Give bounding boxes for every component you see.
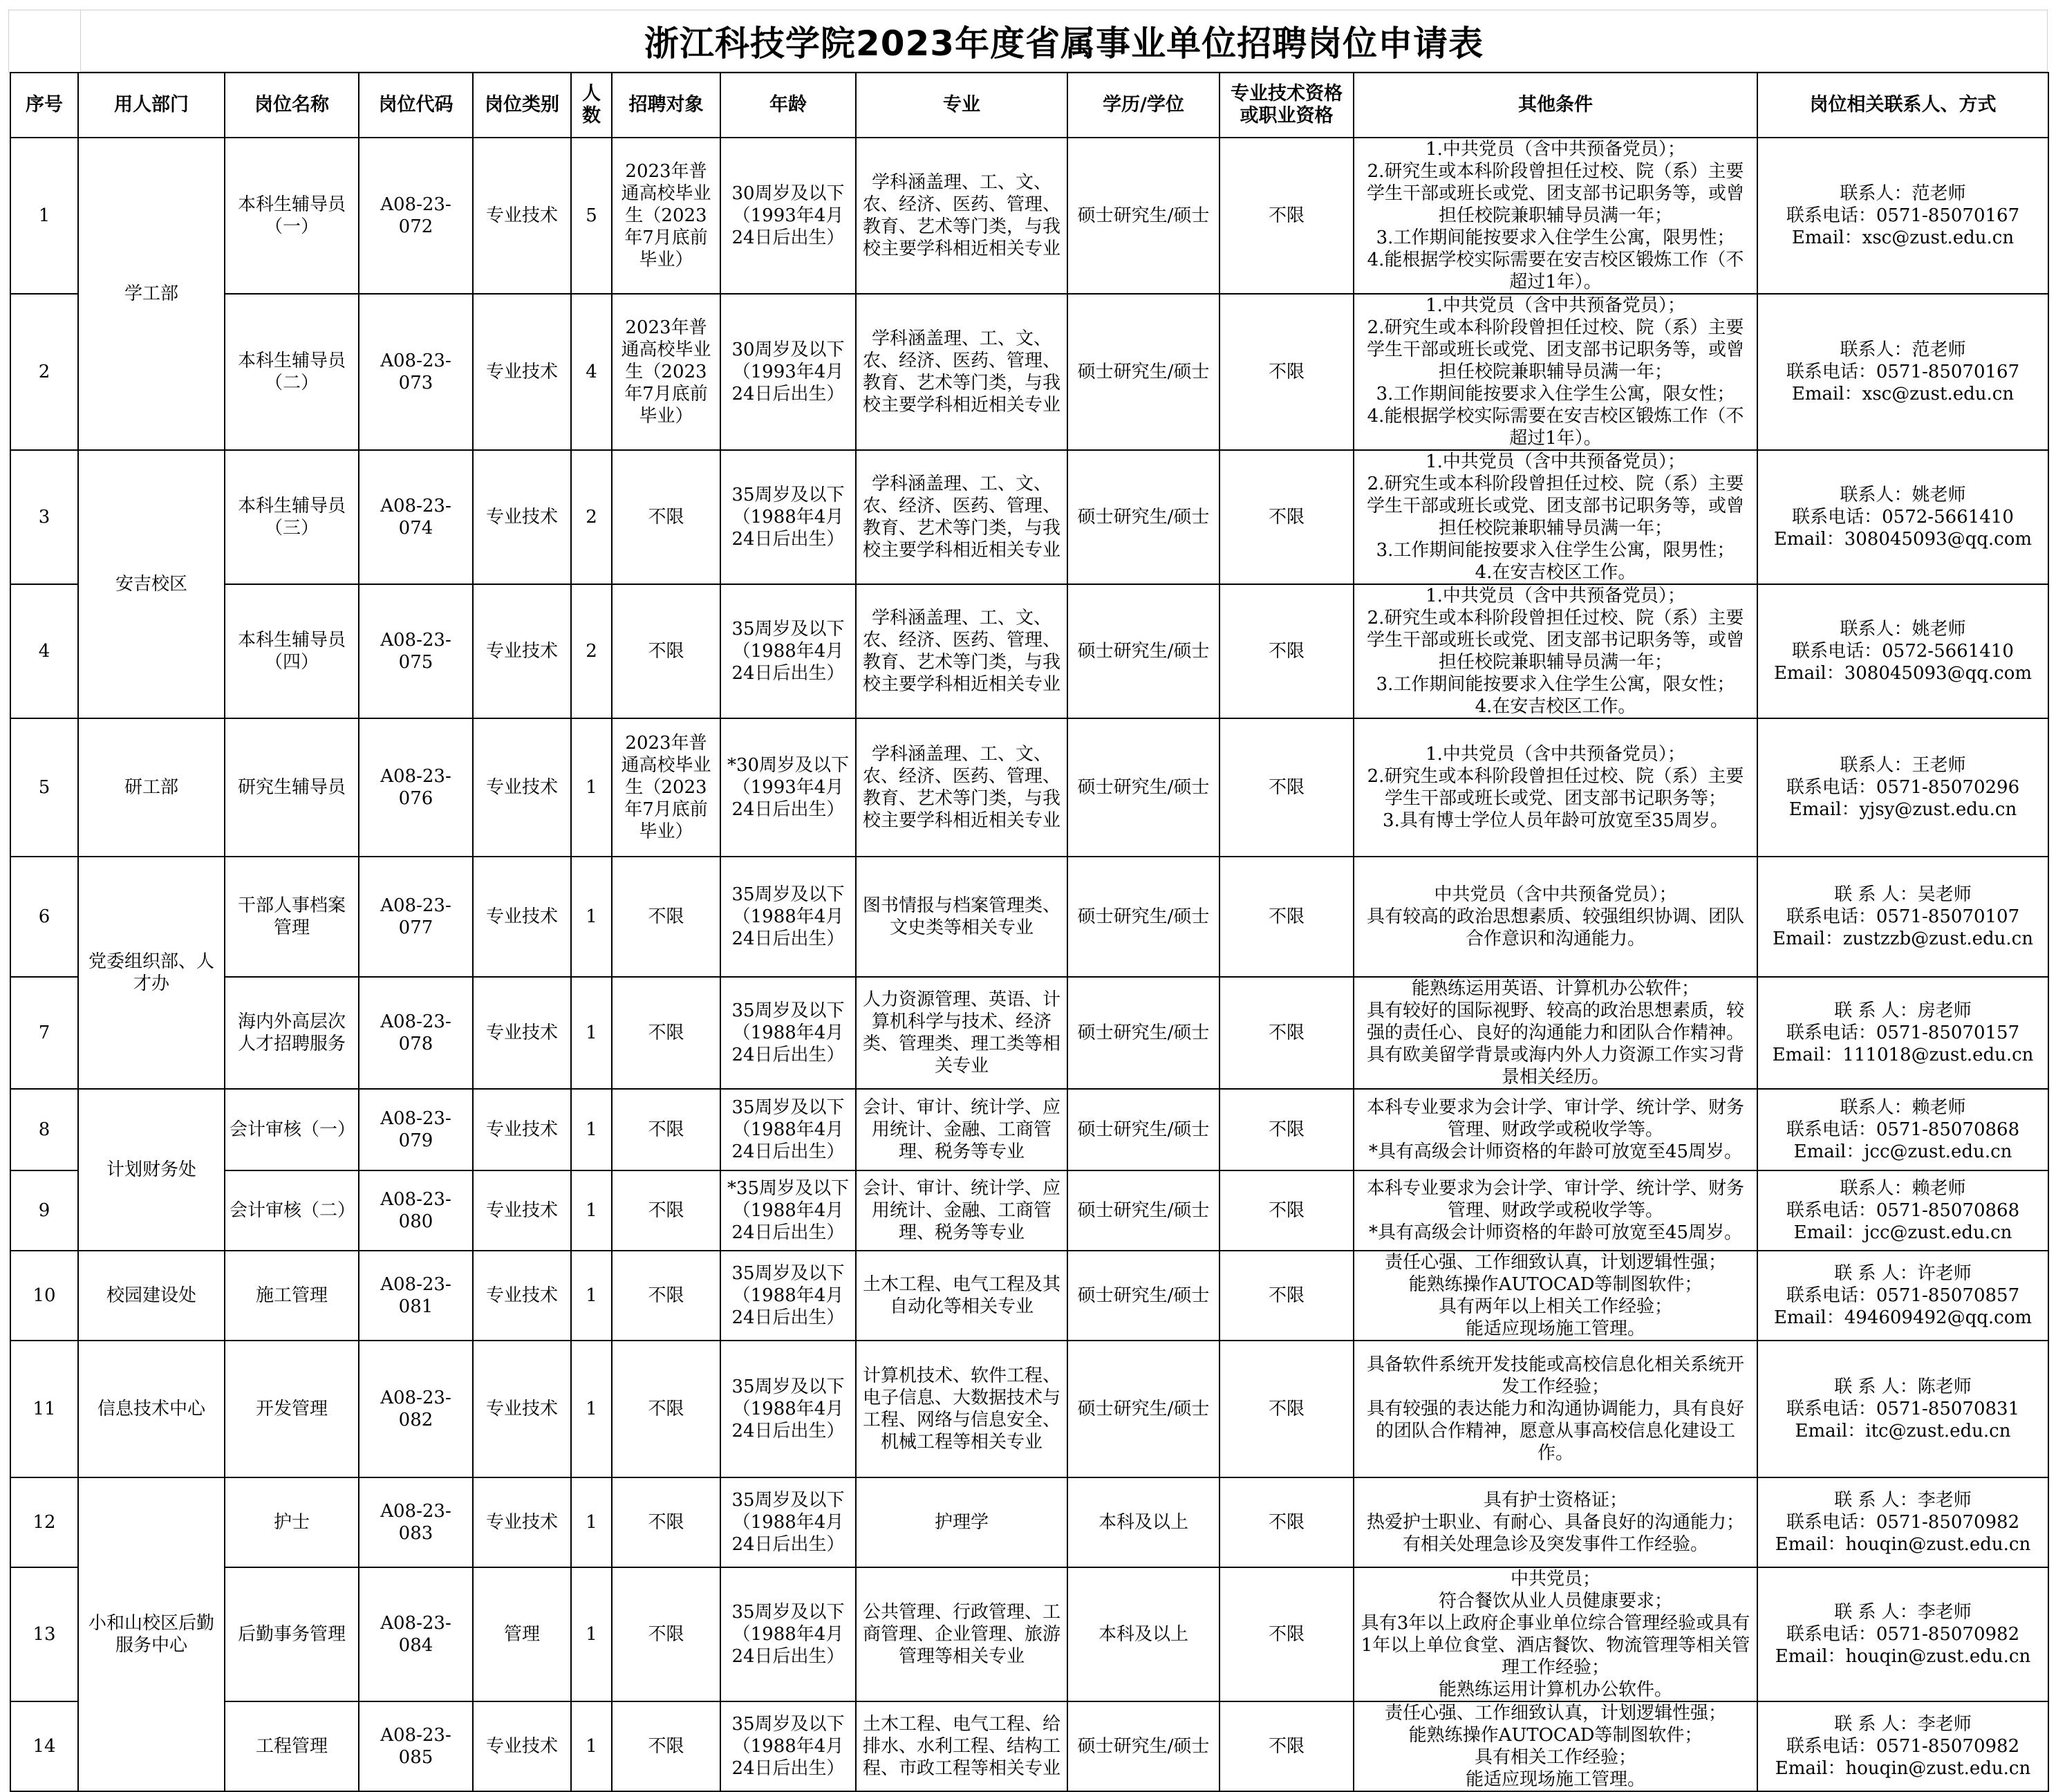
target-cell[interactable]: 不限 <box>612 1567 720 1701</box>
contact-line: 联系电话：0571-85070982 <box>1786 1736 2020 1757</box>
department-cell[interactable]: 校园建设处 <box>78 1251 225 1341</box>
qualification-cell[interactable]: 不限 <box>1219 1567 1354 1701</box>
contact-cell[interactable] <box>1757 138 2048 294</box>
contact-cell[interactable] <box>1757 1170 2048 1251</box>
row-number-cell[interactable]: 9 <box>10 1170 78 1251</box>
condition-line: 3.工作期间能按要求入住学生公寓，限男性； <box>1376 227 1735 248</box>
header-row <box>10 73 2048 138</box>
major-cell[interactable]: 图书情报与档案管理类、文史类等相关专业 <box>856 857 1067 977</box>
table-row <box>10 138 2048 294</box>
degree-cell[interactable]: 硕士研究生/硕士 <box>1067 1701 1219 1791</box>
qualification-cell[interactable]: 不限 <box>1219 718 1354 857</box>
post-category-cell[interactable]: 专业技术 <box>473 450 571 584</box>
post-category-cell[interactable]: 专业技术 <box>473 138 571 294</box>
condition-line: 具有两年以上相关工作经验； <box>1438 1296 1672 1317</box>
contact-line: 联系人：范老师 <box>1840 339 1966 360</box>
post-name-cell[interactable]: 本科生辅导员（三） <box>225 450 359 584</box>
contact-cell[interactable] <box>1757 1089 2048 1170</box>
condition-line: 本科专业要求为会计学、审计学、统计学、财务管理、财政学或税收学等。 <box>1366 1097 1744 1140</box>
department-cell[interactable]: 党委组织部、人才办 <box>78 857 225 1089</box>
qualification-cell[interactable]: 不限 <box>1219 1701 1354 1791</box>
degree-cell[interactable]: 硕士研究生/硕士 <box>1067 450 1219 584</box>
header-cell[interactable]: 专业 <box>856 73 1067 138</box>
table-row <box>10 1477 2048 1567</box>
post-category-cell[interactable]: 专业技术 <box>473 1251 571 1341</box>
header-cell[interactable]: 岗位名称 <box>225 73 359 138</box>
contact-line: 联系电话：0571-85070868 <box>1786 1200 2020 1221</box>
age-cell[interactable]: 35周岁及以下（1988年4月24日后出生） <box>720 1567 856 1701</box>
age-cell[interactable]: 35周岁及以下（1988年4月24日后出生） <box>720 1701 856 1791</box>
condition-line: 1.中共党员（含中共预备党员）； <box>1426 139 1685 160</box>
contact-cell[interactable] <box>1757 1701 2048 1791</box>
post-name-cell[interactable]: 干部人事档案管理 <box>225 857 359 977</box>
age-cell[interactable]: 35周岁及以下（1988年4月24日后出生） <box>720 1341 856 1477</box>
table-row <box>10 718 2048 857</box>
other-conditions-cell[interactable] <box>1354 1251 1757 1341</box>
contact-line: Email：houqin@zust.edu.cn <box>1775 1646 2031 1667</box>
condition-line: 符合餐饮从业人员健康要求； <box>1438 1591 1672 1612</box>
qualification-cell[interactable]: 不限 <box>1219 1341 1354 1477</box>
major-cell[interactable]: 学科涵盖理、工、文、农、经济、医药、管理、教育、艺术等门类，与我校主要学科相近相关专业 <box>856 294 1067 450</box>
headcount-cell[interactable]: 2 <box>571 584 612 718</box>
target-cell[interactable]: 不限 <box>612 1477 720 1567</box>
condition-line: *具有高级会计师资格的年龄可放宽至45周岁。 <box>1368 1141 1743 1162</box>
qualification-cell[interactable]: 不限 <box>1219 138 1354 294</box>
contact-line: 联系人：姚老师 <box>1840 619 1966 640</box>
contact-line: 联系人：姚老师 <box>1840 485 1966 505</box>
contact-line: 联系人：范老师 <box>1840 183 1966 204</box>
contact-line: Email：308045093@qq.com <box>1773 529 2032 550</box>
department-cell[interactable]: 信息技术中心 <box>78 1341 225 1477</box>
sheet-corner-cell <box>8 10 81 73</box>
condition-line: 具备软件系统开发技能或高校信息化相关系统开发工作经验； <box>1366 1354 1744 1397</box>
post-name-cell[interactable]: 工程管理 <box>225 1701 359 1791</box>
post-category-cell[interactable]: 专业技术 <box>473 718 571 857</box>
row-number-cell[interactable]: 1 <box>10 138 78 294</box>
post-code-cell[interactable]: A08-23-084 <box>359 1567 473 1701</box>
post-category-cell[interactable]: 专业技术 <box>473 1477 571 1567</box>
contact-cell[interactable] <box>1757 450 2048 584</box>
headcount-cell[interactable]: 1 <box>571 1251 612 1341</box>
target-cell[interactable]: 不限 <box>612 977 720 1089</box>
other-conditions-cell[interactable] <box>1354 138 1757 294</box>
condition-line: 有相关处理急诊及突发事件工作经验。 <box>1402 1534 1708 1555</box>
condition-line: 4.在安吉校区工作。 <box>1475 562 1636 583</box>
degree-cell[interactable]: 硕士研究生/硕士 <box>1067 1251 1219 1341</box>
contact-line: 联系电话：0572-5661410 <box>1792 507 2014 528</box>
row-number-cell[interactable]: 3 <box>10 450 78 584</box>
contact-cell[interactable] <box>1757 857 2048 977</box>
row-number-cell[interactable]: 5 <box>10 718 78 857</box>
qualification-cell[interactable]: 不限 <box>1219 1089 1354 1170</box>
condition-line: 2.研究生或本科阶段曾担任过校、院（系）主要学生干部或班长或党、团支部书记职务等，或曾担任校院兼职辅导员满一年； <box>1366 608 1744 673</box>
condition-line: 具有欧美留学背景或海内外人力资源工作实习背景相关经历。 <box>1366 1045 1744 1088</box>
headcount-cell[interactable]: 2 <box>571 450 612 584</box>
condition-line: 3.具有博士学位人员年龄可放宽至35周岁。 <box>1383 810 1728 831</box>
condition-line: 1.中共党员（含中共预备党员）； <box>1426 744 1685 765</box>
condition-line: 2.研究生或本科阶段曾担任过校、院（系）主要学生干部或班长或党、团支部书记职务等，或曾担任校院兼职辅导员满一年； <box>1366 161 1744 226</box>
age-cell[interactable]: *30周岁及以下（1993年4月24日后出生） <box>720 718 856 857</box>
contact-line: 联系电话：0571-85070107 <box>1786 906 2020 927</box>
other-conditions-cell[interactable] <box>1354 1170 1757 1251</box>
degree-cell[interactable]: 本科及以上 <box>1067 1567 1219 1701</box>
major-cell[interactable]: 学科涵盖理、工、文、农、经济、医药、管理、教育、艺术等门类，与我校主要学科相近相关专业 <box>856 138 1067 294</box>
other-conditions-cell[interactable] <box>1354 294 1757 450</box>
headcount-cell[interactable]: 1 <box>571 718 612 857</box>
target-cell[interactable]: 不限 <box>612 1701 720 1791</box>
contact-line: 联系人：赖老师 <box>1840 1097 1966 1118</box>
degree-cell[interactable]: 硕士研究生/硕士 <box>1067 294 1219 450</box>
post-name-cell[interactable]: 本科生辅导员（一） <box>225 138 359 294</box>
post-category-cell[interactable]: 专业技术 <box>473 1701 571 1791</box>
condition-line: *具有高级会计师资格的年龄可放宽至45周岁。 <box>1368 1222 1743 1243</box>
condition-line: 能熟练运用英语、计算机办公软件； <box>1411 978 1699 999</box>
degree-cell[interactable]: 硕士研究生/硕士 <box>1067 1089 1219 1170</box>
qualification-cell[interactable]: 不限 <box>1219 584 1354 718</box>
contact-line: Email：xsc@zust.edu.cn <box>1791 227 2015 248</box>
age-cell[interactable]: 35周岁及以下（1988年4月24日后出生） <box>720 1251 856 1341</box>
department-cell[interactable]: 研工部 <box>78 718 225 857</box>
qualification-cell[interactable]: 不限 <box>1219 977 1354 1089</box>
row-number-cell[interactable]: 4 <box>10 584 78 718</box>
contact-line: 联 系 人：陈老师 <box>1834 1376 1972 1397</box>
post-category-cell[interactable]: 专业技术 <box>473 584 571 718</box>
condition-line: 2.研究生或本科阶段曾担任过校、院（系）主要学生干部或班长或党、团支部书记职务等； <box>1367 766 1744 809</box>
row-number-cell[interactable]: 12 <box>10 1477 78 1567</box>
contact-line: 联 系 人：李老师 <box>1834 1490 1972 1511</box>
condition-line: 能适应现场施工管理。 <box>1465 1769 1645 1790</box>
major-cell[interactable]: 计算机技术、软件工程、电子信息、大数据技术与工程、网络与信息安全、机械工程等相关专业 <box>856 1341 1067 1477</box>
contact-line: Email：111018@zust.edu.cn <box>1772 1045 2034 1065</box>
row-number-cell[interactable]: 6 <box>10 857 78 977</box>
table-row <box>10 450 2048 584</box>
post-code-cell[interactable]: A08-23-078 <box>359 977 473 1089</box>
condition-line: 责任心强、工作细致认真，计划逻辑性强； <box>1384 1252 1726 1273</box>
contact-line: 联系电话：0571-85070831 <box>1786 1399 2020 1419</box>
post-name-cell[interactable]: 开发管理 <box>225 1341 359 1477</box>
major-cell[interactable]: 人力资源管理、英语、计算机科学与技术、经济类、管理类、理工类等相关专业 <box>856 977 1067 1089</box>
contact-line: 联 系 人：许老师 <box>1834 1263 1972 1284</box>
contact-cell[interactable] <box>1757 584 2048 718</box>
table-row <box>10 857 2048 977</box>
post-name-cell[interactable]: 护士 <box>225 1477 359 1567</box>
headcount-cell[interactable]: 1 <box>571 1341 612 1477</box>
target-cell[interactable]: 2023年普通高校毕业生（2023年7月底前毕业） <box>612 294 720 450</box>
post-code-cell[interactable]: A08-23-080 <box>359 1170 473 1251</box>
post-code-cell[interactable]: A08-23-076 <box>359 718 473 857</box>
header-cell[interactable]: 专业技术资格或职业资格 <box>1219 73 1354 138</box>
age-cell[interactable]: 35周岁及以下（1988年4月24日后出生） <box>720 857 856 977</box>
table-row <box>10 1251 2048 1341</box>
degree-cell[interactable]: 硕士研究生/硕士 <box>1067 138 1219 294</box>
contact-cell[interactable] <box>1757 977 2048 1089</box>
post-name-cell[interactable]: 后勤事务管理 <box>225 1567 359 1701</box>
table-row <box>10 294 2048 450</box>
headcount-cell[interactable]: 1 <box>571 857 612 977</box>
contact-line: 联系电话：0571-85070982 <box>1786 1624 2020 1645</box>
table-row <box>10 1701 2048 1791</box>
header-cell[interactable]: 人数 <box>571 73 612 138</box>
department-cell[interactable]: 小和山校区后勤服务中心 <box>78 1477 225 1791</box>
post-name-cell[interactable]: 本科生辅导员（二） <box>225 294 359 450</box>
post-code-cell[interactable]: A08-23-083 <box>359 1477 473 1567</box>
major-cell[interactable]: 公共管理、行政管理、工商管理、企业管理、旅游管理等相关专业 <box>856 1567 1067 1701</box>
post-category-cell[interactable]: 专业技术 <box>473 977 571 1089</box>
post-code-cell[interactable]: A08-23-079 <box>359 1089 473 1170</box>
major-cell[interactable]: 护理学 <box>856 1477 1067 1567</box>
contact-line: Email：xsc@zust.edu.cn <box>1791 384 2015 404</box>
contact-line: 联系人：赖老师 <box>1840 1178 1966 1199</box>
post-name-cell[interactable]: 海内外高层次人才招聘服务 <box>225 977 359 1089</box>
condition-line: 1.中共党员（含中共预备党员）； <box>1426 295 1685 316</box>
condition-line: 能熟练操作AUTOCAD等制图软件； <box>1408 1725 1703 1746</box>
other-conditions-cell[interactable] <box>1354 1701 1757 1791</box>
target-cell[interactable]: 2023年普通高校毕业生（2023年7月底前毕业） <box>612 718 720 857</box>
condition-line: 中共党员； <box>1510 1569 1600 1589</box>
condition-line: 3.工作期间能按要求入住学生公寓，限女性； <box>1376 674 1735 695</box>
other-conditions-cell[interactable] <box>1354 977 1757 1089</box>
headcount-cell[interactable]: 1 <box>571 1477 612 1567</box>
contact-line: 联 系 人：吴老师 <box>1834 884 1972 905</box>
degree-cell[interactable]: 硕士研究生/硕士 <box>1067 1341 1219 1477</box>
target-cell[interactable]: 不限 <box>612 1341 720 1477</box>
contact-line: Email：yjsy@zust.edu.cn <box>1788 799 2017 820</box>
age-cell[interactable]: 30周岁及以下（1993年4月24日后出生） <box>720 294 856 450</box>
condition-line: 能适应现场施工管理。 <box>1465 1318 1645 1339</box>
target-cell[interactable]: 不限 <box>612 1089 720 1170</box>
major-cell[interactable]: 学科涵盖理、工、文、农、经济、医药、管理、教育、艺术等门类，与我校主要学科相近相关专业 <box>856 450 1067 584</box>
post-name-cell[interactable]: 会计审核（一） <box>225 1089 359 1170</box>
post-name-cell[interactable]: 会计审核（二） <box>225 1170 359 1251</box>
page-title: 浙江科技学院2023年度省属事业单位招聘岗位申请表 <box>644 24 1484 64</box>
post-category-cell[interactable]: 专业技术 <box>473 857 571 977</box>
age-cell[interactable]: 35周岁及以下（1988年4月24日后出生） <box>720 977 856 1089</box>
other-conditions-cell[interactable] <box>1354 857 1757 977</box>
table-row <box>10 1567 2048 1701</box>
table-body <box>10 138 2048 1791</box>
condition-line: 2.研究生或本科阶段曾担任过校、院（系）主要学生干部或班长或党、团支部书记职务等，或曾担任校院兼职辅导员满一年； <box>1366 317 1744 382</box>
age-cell[interactable]: 30周岁及以下（1993年4月24日后出生） <box>720 138 856 294</box>
age-cell[interactable]: 35周岁及以下（1988年4月24日后出生） <box>720 584 856 718</box>
contact-line: 联系电话：0572-5661410 <box>1792 641 2014 662</box>
condition-line: 具有较高的政治思想素质、较强组织协调、团队合作意识和沟通能力。 <box>1366 906 1744 949</box>
major-cell[interactable]: 土木工程、电气工程、给排水、水利工程、结构工程、市政工程等相关专业 <box>856 1701 1067 1791</box>
other-conditions-cell[interactable] <box>1354 1089 1757 1170</box>
headcount-cell[interactable]: 1 <box>571 977 612 1089</box>
contact-cell[interactable] <box>1757 1477 2048 1567</box>
table-row <box>10 1170 2048 1251</box>
header-cell[interactable]: 用人部门 <box>78 73 225 138</box>
target-cell[interactable]: 不限 <box>612 1170 720 1251</box>
condition-line: 具有护士资格证； <box>1483 1490 1627 1511</box>
post-name-cell[interactable]: 研究生辅导员 <box>225 718 359 857</box>
post-name-cell[interactable]: 本科生辅导员（四） <box>225 584 359 718</box>
age-cell[interactable]: 35周岁及以下（1988年4月24日后出生） <box>720 450 856 584</box>
contact-line: 联系电话：0571-85070296 <box>1786 777 2020 798</box>
row-number-cell[interactable]: 14 <box>10 1701 78 1791</box>
headcount-cell[interactable]: 1 <box>571 1567 612 1701</box>
qualification-cell[interactable]: 不限 <box>1219 1477 1354 1567</box>
degree-cell[interactable]: 本科及以上 <box>1067 1477 1219 1567</box>
age-cell[interactable]: *35周岁及以下（1988年4月24日后出生） <box>720 1170 856 1251</box>
condition-line: 能熟练操作AUTOCAD等制图软件； <box>1408 1274 1703 1295</box>
condition-line: 4.在安吉校区工作。 <box>1475 696 1636 717</box>
headcount-cell[interactable]: 1 <box>571 1170 612 1251</box>
recruitment-table <box>10 72 2049 1792</box>
headcount-cell[interactable]: 1 <box>571 1701 612 1791</box>
condition-line: 3.工作期间能按要求入住学生公寓，限男性； <box>1376 540 1735 561</box>
degree-cell[interactable]: 硕士研究生/硕士 <box>1067 977 1219 1089</box>
contact-cell[interactable] <box>1757 1341 2048 1477</box>
contact-line: Email：308045093@qq.com <box>1773 663 2032 684</box>
condition-line: 热爱护士职业、有耐心、具备良好的沟通能力； <box>1366 1512 1744 1533</box>
contact-cell[interactable] <box>1757 718 2048 857</box>
other-conditions-cell[interactable] <box>1354 1567 1757 1701</box>
target-cell[interactable]: 不限 <box>612 584 720 718</box>
degree-cell[interactable]: 硕士研究生/硕士 <box>1067 584 1219 718</box>
post-code-cell[interactable]: A08-23-074 <box>359 450 473 584</box>
contact-line: Email：houqin@zust.edu.cn <box>1775 1534 2031 1555</box>
major-cell[interactable]: 学科涵盖理、工、文、农、经济、医药、管理、教育、艺术等门类，与我校主要学科相近相关专业 <box>856 584 1067 718</box>
header-cell[interactable]: 年龄 <box>720 73 856 138</box>
major-cell[interactable]: 学科涵盖理、工、文、农、经济、医药、管理、教育、艺术等门类，与我校主要学科相近相关专业 <box>856 718 1067 857</box>
condition-line: 具有相关工作经验； <box>1474 1747 1636 1768</box>
headcount-cell[interactable]: 4 <box>571 294 612 450</box>
contact-line: 联 系 人：房老师 <box>1834 1000 1972 1021</box>
contact-line: 联系电话：0571-85070857 <box>1786 1285 2020 1306</box>
contact-line: 联系电话：0571-85070157 <box>1786 1023 2020 1043</box>
contact-cell[interactable] <box>1757 1251 2048 1341</box>
header-cell[interactable]: 招聘对象 <box>612 73 720 138</box>
row-number-cell[interactable]: 10 <box>10 1251 78 1341</box>
post-code-cell[interactable]: A08-23-075 <box>359 584 473 718</box>
age-cell[interactable]: 35周岁及以下（1988年4月24日后出生） <box>720 1089 856 1170</box>
post-code-cell[interactable]: A08-23-073 <box>359 294 473 450</box>
condition-line: 本科专业要求为会计学、审计学、统计学、财务管理、财政学或税收学等。 <box>1366 1178 1744 1221</box>
qualification-cell[interactable]: 不限 <box>1219 857 1354 977</box>
condition-line: 具有3年以上政府企事业单位综合管理经验或具有1年以上单位食堂、酒店餐饮、物流管理等相关管理工作经验； <box>1361 1613 1750 1678</box>
contact-line: 联 系 人：李老师 <box>1834 1602 1972 1623</box>
condition-line: 具有较好的国际视野、较高的政治思想素质，较强的责任心、良好的沟通能力和团队合作精神。 <box>1366 1000 1744 1043</box>
qualification-cell[interactable]: 不限 <box>1219 1170 1354 1251</box>
condition-line: 1.中共党员（含中共预备党员）； <box>1426 586 1685 606</box>
major-cell[interactable]: 会计、审计、统计学、应用统计、金融、工商管理、税务等专业 <box>856 1089 1067 1170</box>
qualification-cell[interactable]: 不限 <box>1219 1251 1354 1341</box>
headcount-cell[interactable]: 5 <box>571 138 612 294</box>
table-row <box>10 1089 2048 1170</box>
age-cell[interactable]: 35周岁及以下（1988年4月24日后出生） <box>720 1477 856 1567</box>
target-cell[interactable]: 2023年普通高校毕业生（2023年7月底前毕业） <box>612 138 720 294</box>
major-cell[interactable]: 土木工程、电气工程及其自动化等相关专业 <box>856 1251 1067 1341</box>
row-number-cell[interactable]: 8 <box>10 1089 78 1170</box>
other-conditions-cell[interactable] <box>1354 718 1757 857</box>
condition-line: 4.能根据学校实际需要在安吉校区锻炼工作（不超过1年）。 <box>1367 406 1744 449</box>
post-category-cell[interactable]: 专业技术 <box>473 1089 571 1170</box>
header-cell[interactable]: 岗位相关联系人、方式 <box>1757 73 2048 138</box>
post-name-cell[interactable]: 施工管理 <box>225 1251 359 1341</box>
post-category-cell[interactable]: 管理 <box>473 1567 571 1701</box>
contact-cell[interactable] <box>1757 294 2048 450</box>
target-cell[interactable]: 不限 <box>612 450 720 584</box>
major-cell[interactable]: 会计、审计、统计学、应用统计、金融、工商管理、税务等专业 <box>856 1170 1067 1251</box>
condition-line: 1.中共党员（含中共预备党员）； <box>1426 451 1685 472</box>
condition-line: 中共党员（含中共预备党员）； <box>1434 884 1677 905</box>
other-conditions-cell[interactable] <box>1354 450 1757 584</box>
headcount-cell[interactable]: 1 <box>571 1089 612 1170</box>
department-cell[interactable]: 学工部 <box>78 138 225 450</box>
department-cell[interactable]: 安吉校区 <box>78 450 225 718</box>
contact-line: 联系电话：0571-85070868 <box>1786 1119 2020 1140</box>
table-row <box>10 584 2048 718</box>
post-code-cell[interactable]: A08-23-077 <box>359 857 473 977</box>
header-cell[interactable]: 其他条件 <box>1354 73 1757 138</box>
row-number-cell[interactable]: 11 <box>10 1341 78 1477</box>
degree-cell[interactable]: 硕士研究生/硕士 <box>1067 1170 1219 1251</box>
condition-line: 具有较强的表达能力和沟通协调能力，具有良好的团队合作精神，愿意从事高校信息化建设工作。 <box>1366 1399 1744 1464</box>
row-number-cell[interactable]: 13 <box>10 1567 78 1701</box>
contact-line: 联系电话：0571-85070982 <box>1786 1512 2020 1533</box>
contact-line: Email：houqin@zust.edu.cn <box>1775 1758 2031 1779</box>
contact-line: 联 系 人：李老师 <box>1834 1714 1972 1735</box>
contact-line: 联系人：王老师 <box>1840 755 1966 776</box>
post-code-cell[interactable]: A08-23-085 <box>359 1701 473 1791</box>
qualification-cell[interactable]: 不限 <box>1219 294 1354 450</box>
header-cell[interactable]: 岗位代码 <box>359 73 473 138</box>
condition-line: 4.能根据学校实际需要在安吉校区锻炼工作（不超过1年）。 <box>1367 250 1744 292</box>
condition-line: 2.研究生或本科阶段曾担任过校、院（系）主要学生干部或班长或党、团支部书记职务等，或曾担任校院兼职辅导员满一年； <box>1366 474 1744 539</box>
title-cell[interactable] <box>80 10 2048 72</box>
other-conditions-cell[interactable] <box>1354 584 1757 718</box>
post-category-cell[interactable]: 专业技术 <box>473 1170 571 1251</box>
contact-line: 联系电话：0571-85070167 <box>1786 362 2020 382</box>
post-category-cell[interactable]: 专业技术 <box>473 294 571 450</box>
target-cell[interactable]: 不限 <box>612 1251 720 1341</box>
post-category-cell[interactable]: 专业技术 <box>473 1341 571 1477</box>
header-cell[interactable]: 序号 <box>10 73 78 138</box>
contact-line: Email：jcc@zust.edu.cn <box>1793 1141 2012 1162</box>
table-row <box>10 1341 2048 1477</box>
contact-line: Email：itc@zust.edu.cn <box>1795 1421 2011 1441</box>
condition-line: 能熟练运用计算机办公软件。 <box>1438 1679 1672 1700</box>
other-conditions-cell[interactable] <box>1354 1341 1757 1477</box>
header-cell[interactable]: 岗位类别 <box>473 73 571 138</box>
degree-cell[interactable]: 硕士研究生/硕士 <box>1067 718 1219 857</box>
row-number-cell[interactable]: 7 <box>10 977 78 1089</box>
contact-line: Email：zustzzb@zust.edu.cn <box>1773 928 2033 949</box>
contact-line: 联系电话：0571-85070167 <box>1786 205 2020 226</box>
post-code-cell[interactable]: A08-23-082 <box>359 1341 473 1477</box>
other-conditions-cell[interactable] <box>1354 1477 1757 1567</box>
department-cell[interactable]: 计划财务处 <box>78 1089 225 1251</box>
post-code-cell[interactable]: A08-23-072 <box>359 138 473 294</box>
contact-line: Email：jcc@zust.edu.cn <box>1793 1222 2012 1243</box>
contact-line: Email：494609492@qq.com <box>1773 1307 2032 1328</box>
header-cell[interactable]: 学历/学位 <box>1067 73 1219 138</box>
degree-cell[interactable]: 硕士研究生/硕士 <box>1067 857 1219 977</box>
table-row <box>10 977 2048 1089</box>
row-number-cell[interactable]: 2 <box>10 294 78 450</box>
condition-line: 责任心强、工作细致认真，计划逻辑性强； <box>1384 1703 1726 1724</box>
target-cell[interactable]: 不限 <box>612 857 720 977</box>
post-code-cell[interactable]: A08-23-081 <box>359 1251 473 1341</box>
contact-cell[interactable] <box>1757 1567 2048 1701</box>
qualification-cell[interactable]: 不限 <box>1219 450 1354 584</box>
condition-line: 3.工作期间能按要求入住学生公寓，限女性； <box>1376 384 1735 404</box>
